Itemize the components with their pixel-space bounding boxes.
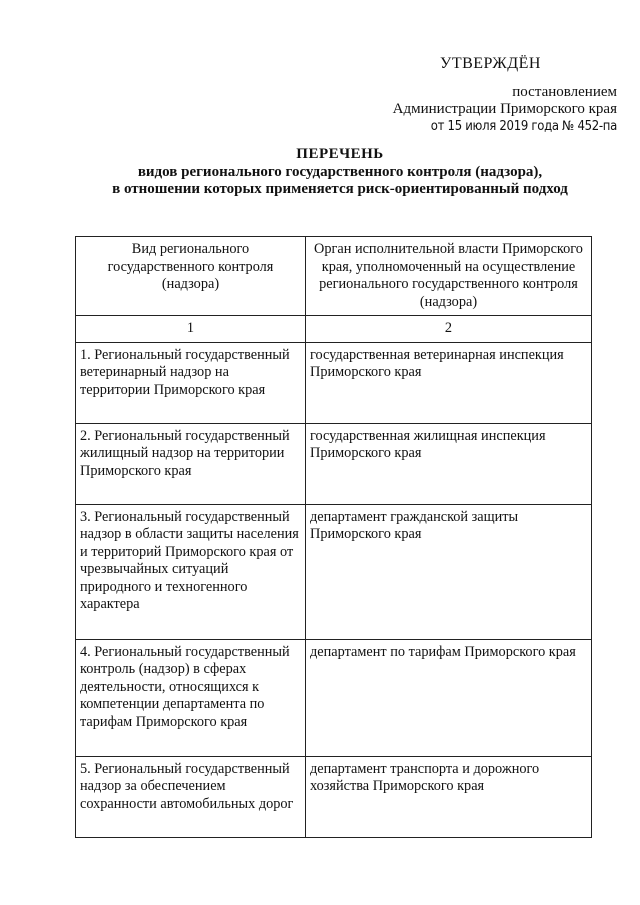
row-authority: департамент транспорта и дорожного хозяйства Приморского края (306, 756, 592, 837)
header-control-type: Вид регионального государственного контроля (надзора) (76, 237, 306, 316)
table-row (76, 504, 592, 639)
table-row (76, 756, 592, 837)
title-main: ПЕРЕЧЕНЬ (296, 146, 384, 162)
table-row (76, 423, 592, 504)
row-authority: государственная жилищная инспекция Приморского края (306, 423, 592, 504)
row-control-type: 1. Региональный государственный ветеринарный надзор на территории Приморского края (76, 342, 306, 423)
row-control-type: 2. Региональный государственный жилищный надзор на территории Приморского края (76, 423, 306, 504)
control-types-table (75, 236, 592, 838)
column-number-row (76, 316, 592, 343)
decree-date: от 15 июля 2019 года № 452-па (430, 119, 617, 134)
header-authority: Орган исполнительной власти Приморского края, уполномоченный на осуществление регионального государственного контроля (надзора) (306, 237, 592, 316)
decree-reference (357, 84, 617, 135)
decree-line-1: постановлением (512, 84, 617, 100)
row-authority: департамент гражданской защиты Приморского края (306, 504, 592, 639)
decree-line-2: Администрации Приморского края (392, 101, 617, 117)
row-authority: государственная ветеринарная инспекция Приморского края (306, 342, 592, 423)
row-control-type: 3. Региональный государственный надзор в области защиты населения и территорий Приморского края от чрезвычайных ситуаций природного и техногенного характера (76, 504, 306, 639)
column-number-1: 1 (76, 316, 306, 343)
title-sub-2: в отношении которых применяется риск-ориентированный подход (112, 181, 568, 197)
document-title (60, 146, 620, 198)
row-control-type: 4. Региональный государственный контроль (надзор) в сферах деятельности, относящихся к компетенции департамента по тарифам Приморского края (76, 639, 306, 756)
row-control-type: 5. Региональный государственный надзор за обеспечением сохранности автомобильных дорог (76, 756, 306, 837)
table-row (76, 342, 592, 423)
table-header-row (76, 237, 592, 316)
row-authority: департамент по тарифам Приморского края (306, 639, 592, 756)
title-sub-1: видов регионального государственного контроля (надзора), (137, 164, 543, 180)
table-row (76, 639, 592, 756)
column-number-2: 2 (306, 316, 592, 343)
approved-stamp: УТВЕРЖДЁН (440, 55, 541, 72)
